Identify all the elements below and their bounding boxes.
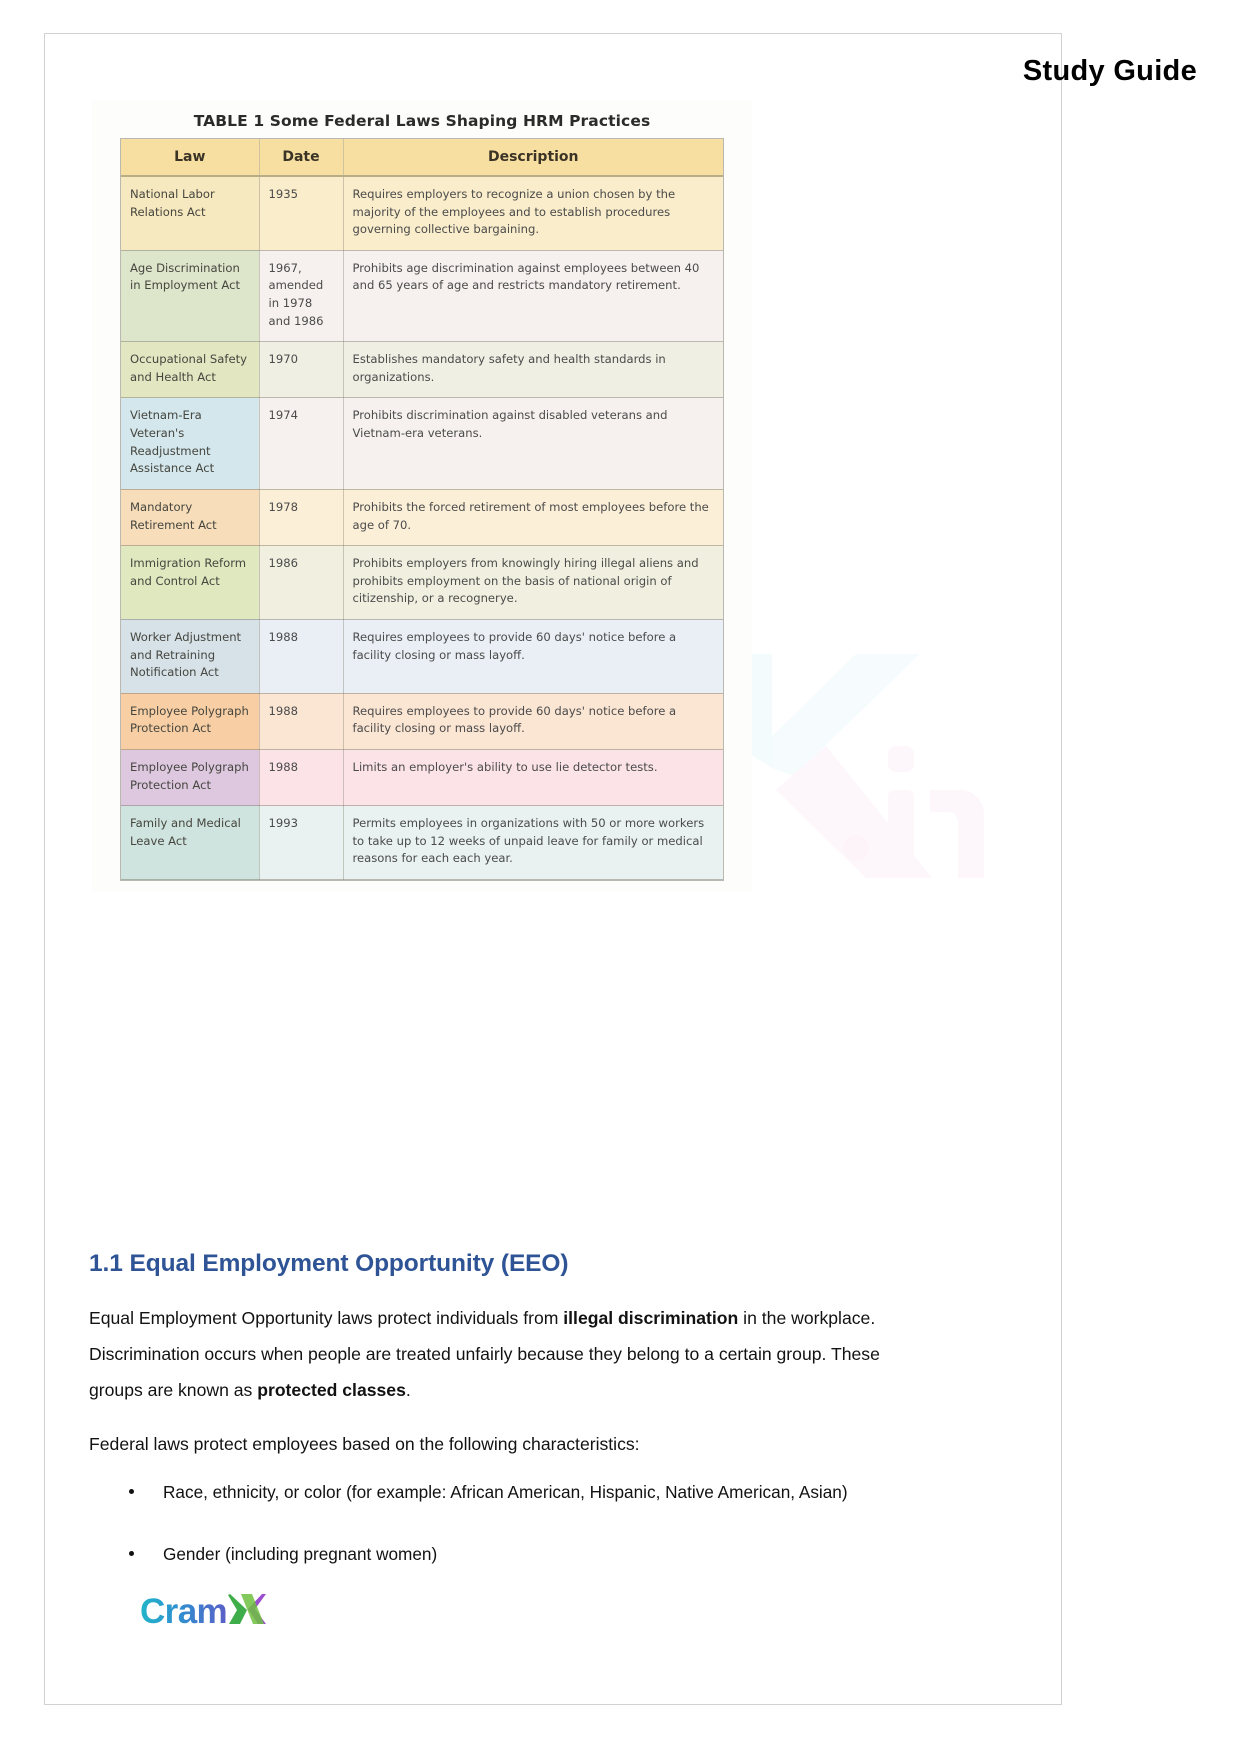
cell-description: Requires employees to provide 60 days' notice before a facility closing or mass layoff. xyxy=(343,693,723,749)
cell-law: Worker Adjustment and Retraining Notification Act xyxy=(121,619,259,693)
cell-description: Prohibits employers from knowingly hiring illegal aliens and prohibits employment on the basis of national origin of citizenship, or a recognerye. xyxy=(343,546,723,620)
paragraph-eeo-definition xyxy=(89,1300,933,1408)
cell-date: 1988 xyxy=(259,693,343,749)
cell-law: Employee Polygraph Protection Act xyxy=(121,693,259,749)
cell-description: Prohibits age discrimination against employees between 40 and 65 years of age and restricts mandatory retirement. xyxy=(343,250,723,341)
table-row xyxy=(121,176,723,250)
list-item xyxy=(89,1542,933,1568)
cell-law: Employee Polygraph Protection Act xyxy=(121,750,259,806)
term-protected-classes: protected classes xyxy=(257,1380,406,1401)
cell-law: National Labor Relations Act xyxy=(121,176,259,250)
cell-description: Requires employees to provide 60 days' notice before a facility closing or mass layoff. xyxy=(343,619,723,693)
cell-date: 1988 xyxy=(259,750,343,806)
federal-laws-table xyxy=(121,139,723,880)
table-row xyxy=(121,489,723,545)
cramx-logo[interactable] xyxy=(140,1590,266,1632)
article-body xyxy=(89,1250,933,1604)
table-header-row xyxy=(121,139,723,176)
hrm-laws-table-figure xyxy=(92,100,752,892)
logo-x-mark xyxy=(228,1591,266,1631)
cell-description: Requires employers to recognize a union chosen by the majority of the employees and to establish procedures governing collective bargaining. xyxy=(343,176,723,250)
list-item-label: Gender (including pregnant women) xyxy=(163,1544,438,1565)
table-row xyxy=(121,342,723,398)
paragraph-federal-laws-intro: Federal laws protect employees based on the following characteristics: xyxy=(89,1434,640,1455)
cell-law: Mandatory Retirement Act xyxy=(121,489,259,545)
cell-date: 1986 xyxy=(259,546,343,620)
cell-description: Limits an employer's ability to use lie detector tests. xyxy=(343,750,723,806)
list-item xyxy=(89,1480,933,1506)
cell-date: 1978 xyxy=(259,489,343,545)
cell-date: 1967, amended in 1978 and 1986 xyxy=(259,250,343,341)
protected-characteristics-list xyxy=(89,1480,933,1568)
cell-date: 1970 xyxy=(259,342,343,398)
section-heading: 1.1 Equal Employment Opportunity (EEO) xyxy=(89,1250,569,1277)
cell-date: 1974 xyxy=(259,398,343,489)
cell-description: Prohibits discrimination against disabled veterans and Vietnam-era veterans. xyxy=(343,398,723,489)
paragraph-text-part-2: in the workplace. Discrimination occurs when people are treated unfairly because they belong to a certain group. These groups are known as xyxy=(89,1308,880,1401)
table-row xyxy=(121,250,723,341)
cell-law: Family and Medical Leave Act xyxy=(121,806,259,880)
bullet-icon xyxy=(129,1551,134,1556)
column-header-date: Date xyxy=(259,139,343,176)
cell-law: Age Discrimination in Employment Act xyxy=(121,250,259,341)
cell-law: Occupational Safety and Health Act xyxy=(121,342,259,398)
table-row xyxy=(121,806,723,880)
list-item-label: Race, ethnicity, or color (for example: African American, Hispanic, Native American, Asian) xyxy=(163,1482,848,1503)
paragraph-text-part-1: Equal Employment Opportunity laws protect individuals from xyxy=(89,1308,564,1328)
cell-law: Vietnam-Era Veteran's Readjustment Assistance Act xyxy=(121,398,259,489)
table-row xyxy=(121,693,723,749)
column-header-description: Description xyxy=(343,139,723,176)
column-header-law: Law xyxy=(121,139,259,176)
cell-law: Immigration Reform and Control Act xyxy=(121,546,259,620)
cell-date: 1993 xyxy=(259,806,343,880)
page-title: Study Guide xyxy=(1022,55,1197,87)
paragraph-text-part-3: . xyxy=(405,1380,411,1401)
table-body xyxy=(121,176,723,880)
table-row xyxy=(121,750,723,806)
cell-date: 1988 xyxy=(259,619,343,693)
cell-description: Permits employees in organizations with 50 or more workers to take up to 12 weeks of unpaid leave for family or medical reasons for each each year. xyxy=(343,806,723,880)
cell-date: 1935 xyxy=(259,176,343,250)
cell-description: Establishes mandatory safety and health standards in organizations. xyxy=(343,342,723,398)
bullet-icon xyxy=(129,1489,134,1494)
table-row xyxy=(121,619,723,693)
cell-description: Prohibits the forced retirement of most employees before the age of 70. xyxy=(343,489,723,545)
table-row xyxy=(121,398,723,489)
term-illegal-discrimination: illegal discrimination xyxy=(563,1308,739,1328)
table-caption: TABLE 1 Some Federal Laws Shaping HRM Practices xyxy=(193,112,651,130)
table-row xyxy=(121,546,723,620)
logo-wordmark: Cram xyxy=(140,1591,228,1631)
